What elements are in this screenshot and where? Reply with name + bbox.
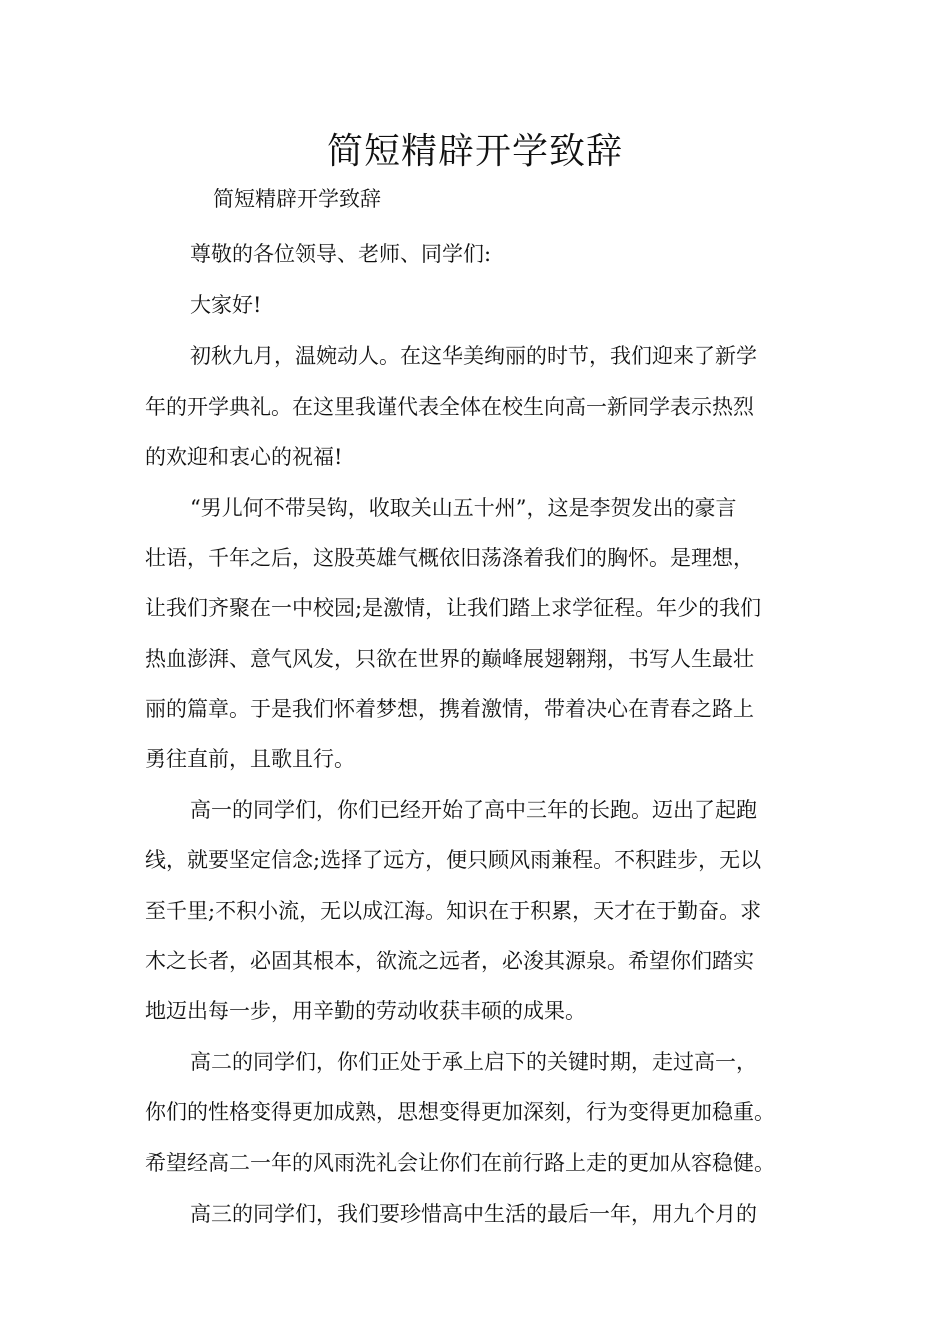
freshman-paragraph: 高一的同学们，你们已经开始了高中三年的长跑。迈出了起跑 线，就要坚定信念;选择了远方，便只顾风雨兼程。不积跬步，无以 至千里;不积小流，无以成江海。知识在于积累，天才在于勤奋。求 木之长者，必固其根本，欲流之远者，必浚其源泉。希望你们踏实 地迈出每一步，用辛勤的劳动收获丰硕的成果。 — [145, 798, 762, 1024]
quote-paragraph: “男儿何不带吴钩，收取关山五十州”，这是李贺发出的豪言 壮语，千年之后，这股英雄气概依旧荡涤着我们的胸怀。是理想， 让我们齐聚在一中校园;是激情，让我们踏上求学征程。年少的我们 热血澎湃、意气风发，只欲在世界的巅峰展翅翱翔，书写人生最壮 丽的篇章。于是我们怀着梦想，携着激情，带着决心在青春之路上 勇往直前，且歌且行。 — [145, 496, 762, 772]
document-title: 简短精辟开学致辞 — [326, 131, 623, 172]
opening-paragraph: 初秋九月，温婉动人。在这华美绚丽的时节，我们迎来了新学 年的开学典礼。在这里我谨代表全体在校生向高一新同学表示热烈 的欢迎和衷心的祝福! — [145, 344, 757, 469]
greeting-paragraph: 大家好! — [190, 293, 262, 318]
sophomore-paragraph: 高二的同学们，你们正处于承上启下的关键时期，走过高一， 你们的性格变得更加成熟，思想变得更加深刻，行为变得更加稳重。 希望经高二一年的风雨洗礼会让你们在前行路上走的更加从容稳健。 — [145, 1050, 775, 1175]
salutation-paragraph: 尊敬的各位领导、老师、同学们: — [190, 242, 492, 266]
senior-paragraph: 高三的同学们，我们要珍惜高中生活的最后一年，用九个月的 — [190, 1201, 757, 1226]
document-body — [145, 229, 809, 1240]
document-subtitle: 简短精辟开学致辞 — [213, 187, 381, 211]
